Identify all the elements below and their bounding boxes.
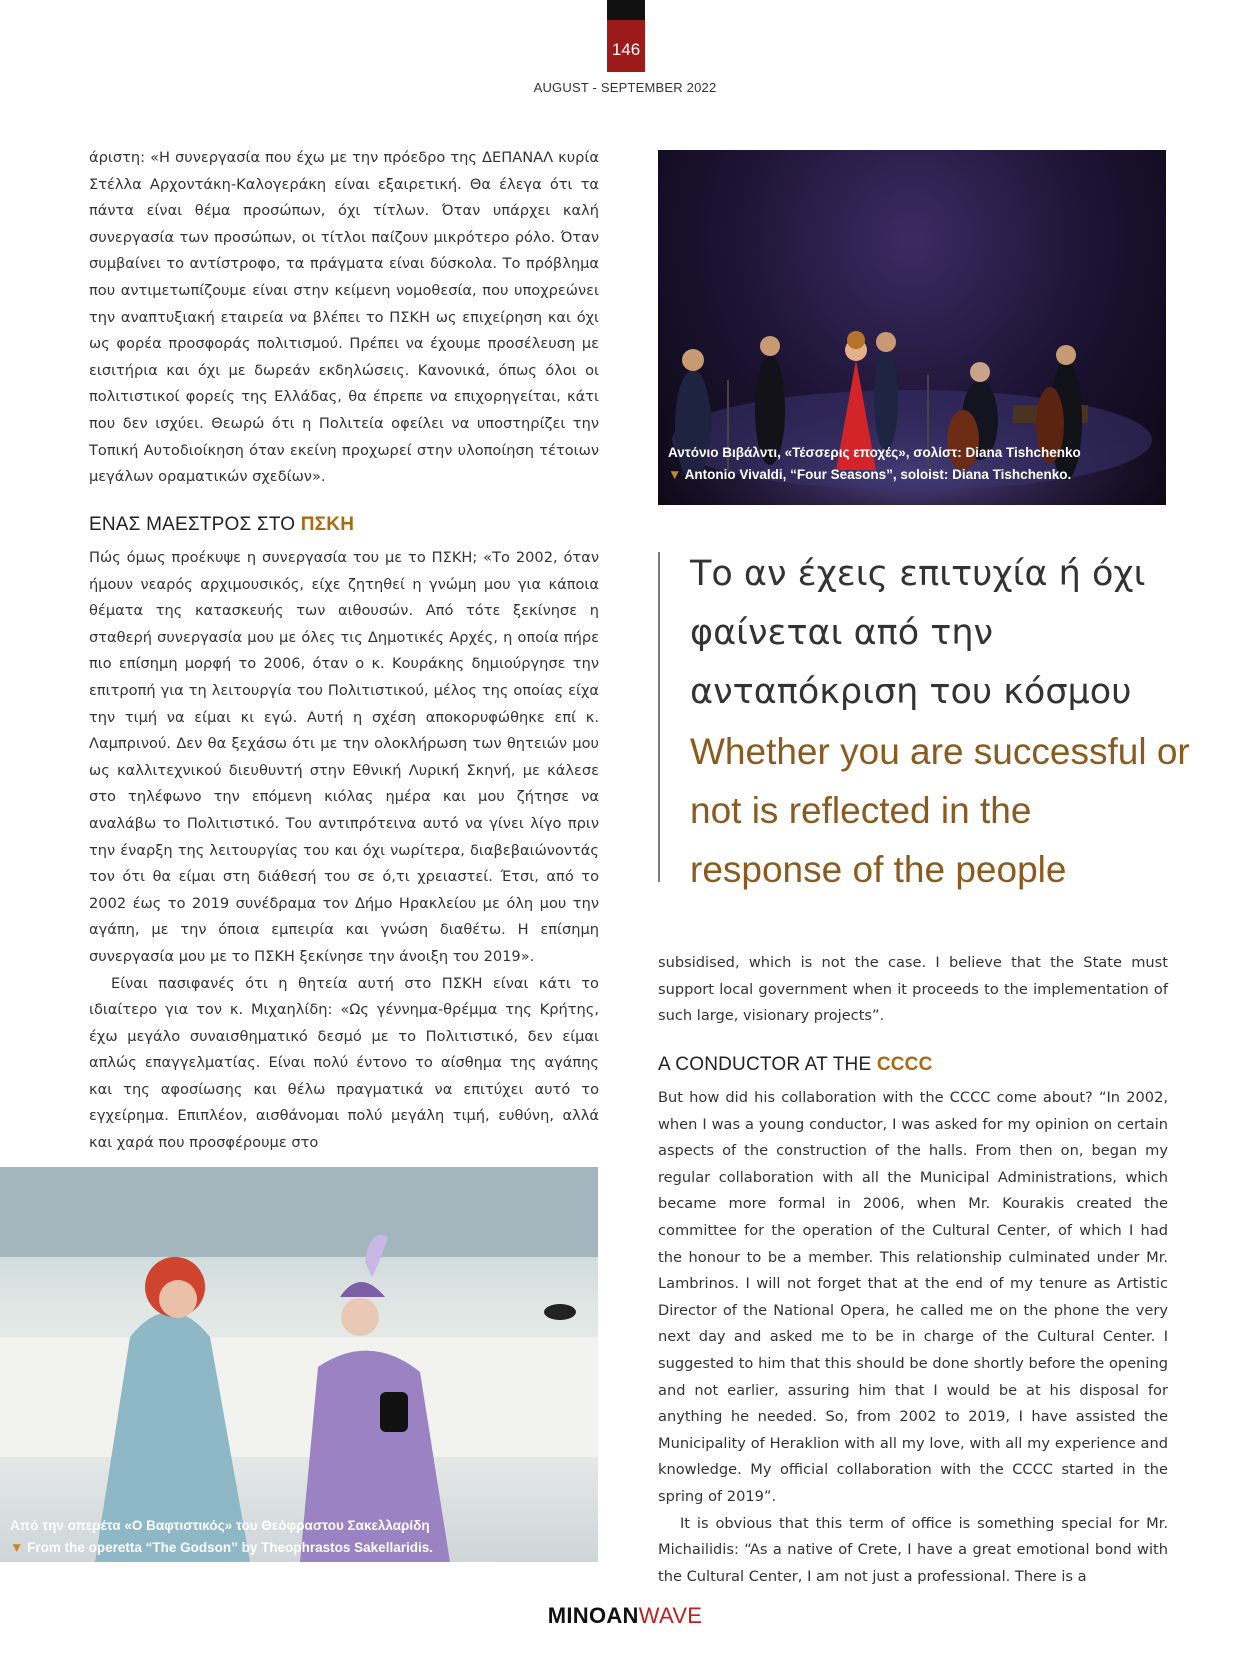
concert-caption-english-line bbox=[668, 464, 1081, 486]
tab-top-band bbox=[607, 0, 645, 20]
left-section-heading bbox=[89, 514, 354, 536]
right-section-paragraph-2: It is obvious that this term of office is something special for Mr. Michailidis: “As a native of Crete, I have a great emotional bond with the Cultural Center, I am not just a professional. There is a bbox=[658, 1514, 1168, 1585]
concert-caption-greek: Αντόνιο Βιβάλντι, «Τέσσερις εποχές», σολίστ: Diana Tishchenko bbox=[668, 445, 1081, 460]
right-section-heading bbox=[658, 1054, 933, 1076]
pull-quote-english: Whether you are successful or not is reflected in the response of the people bbox=[690, 731, 1190, 890]
left-text-section bbox=[89, 545, 599, 1157]
left-heading-text: ΕΝΑΣ ΜΑΕΣΤΡΟΣ ΣΤΟ bbox=[89, 514, 301, 535]
right-text-top bbox=[658, 950, 1168, 1030]
page-number: 146 bbox=[611, 40, 641, 59]
pull-quote-greek: Το αν έχεις επιτυχία ή όχι φαίνεται από την ανταπόκριση του κόσμου bbox=[690, 554, 1146, 712]
left-heading-highlight: ΠΣΚΗ bbox=[300, 514, 355, 535]
triangle-marker-icon: ▼ bbox=[10, 1540, 24, 1555]
quote-bar bbox=[658, 552, 660, 882]
left-intro-paragraph: άριστη: «Η συνεργασία που έχω με την πρόεδρο της ΔΕΠΑΝΑΛ κυρία Στέλλα Αρχοντάκη-Καλογεράκη είναι εξαιρετική. Θα έλεγα ότι τα πάντα είναι θέμα προσώπων, όχι τίτλων. Όταν υπάρχει καλή συνεργασία των προσώπων, οι τίτλοι παίζουν μικρότερο ρόλο. Όταν συμβαίνει το αντίστροφο, τα πράγματα είναι δύσκολα. Το πρόβλημα που αντιμετωπίζουμε είναι στην κείμενη νομοθεσία, που υποχρεώνει την αναπτυξιακή εταιρεία να βλέπει το ΠΣΚΗ ως επιχείρηση και όχι ως φορέα προσφοράς πολιτισμού. Πρέπει να έχουμε προσέλευση με εισιτήρια και όχι με δωρεάν εκδηλώσεις. Κανονικά, όπως όλοι οι πολιτιστικοί φορείς της Ελλάδας, θα έπρεπε να επιχορηγείται, κάτι που δεν ισχύει. Θεωρώ ότι η Πολιτεία οφείλει να υποστηρίζει την Τοπική Αυτοδιοίκηση όταν εκείνη προχωρεί στην υλοποίηση τέτοιων μεγάλων οραματικών σχεδίων». bbox=[89, 149, 599, 486]
left-section-paragraph-2: Είναι πασιφανές ότι η θητεία αυτή στο ΠΣΚΗ είναι κάτι το ιδιαίτερο για τον κ. Μιχαηλίδη: «Ως γέννημα-θρέμμα της Κρήτης, έχω μεγάλο συναισθηματικό δεσμό με το Πολιτιστικό, δεν είμαι απλώς επαγγελματίας. Είναι πολύ έντονο το αίσθημα της αγάπης και της αφοσίωσης και θέλω πραγματικά να επιτύχει αυτό το εγχείρημα. Επιπλέον, αισθάνομαι πολύ μεγάλη τιμή, ευθύνη, αλλά και χαρά που προσφέρουμε στο bbox=[89, 974, 599, 1152]
right-text-section bbox=[658, 1085, 1168, 1590]
left-section-paragraph-1: Πώς όμως προέκυψε η συνεργασία του με το ΠΣΚΗ; «Το 2002, όταν ήμουν νεαρός αρχιμουσικός, είχε ζητηθεί η γνώμη μου για κάποια θέματα της κατασκευής των αιθουσών. Από τότε ξεκίνησε η σταθερή συνεργασία μου με όλες τις Δημοτικές Αρχές, η οποία πήρε πιο επίσημη μορφή το 2006, όταν ο κ. Κουράκης δημιούργησε την επιτροπή για τη λειτουργία του Πολιτιστικού, μέλος της οποίας είχα την τιμή να είμαι κι εγώ. Αυτή η σχέση αποκορυφώθηκε επί κ. Λαμπρινού. Δεν θα ξεχάσω ότι με την ολοκλήρωση των θητειών μου ως καλλιτεχνικού διευθυντή στην Εθνική Λυρική Σκηνή, με κάλεσε στο τηλέφωνο την επόμενη κιόλας ημέρα και μου ζήτησε να αναλάβω το Πολιτιστικό. Του αντιπρότεινα αυτό να γίνει λίγο πριν την έναρξη της λειτουργίας του και όχι νωρίτερα, διαβεβαιώνοντάς τον ότι θα είμαι στη διάθεσή του σε ό,τι χρειαστεί. Έτσι, από το 2002 έως το 2019 συνέδραμα τον Δήμο Ηρακλείου με όλη μου την αγάπη, με την όποια εμπειρία και γνώση διαθέτω. Η επίσημη συνεργασία μου με το ΠΣΚΗ ξεκίνησε την άνοιξη του 2019». bbox=[89, 549, 599, 965]
concert-caption-english: Antonio Vivaldi, “Four Seasons”, soloist: Diana Tishchenko. bbox=[684, 467, 1072, 482]
concert-caption bbox=[668, 442, 1081, 486]
operetta-caption-greek: Από την οπερέτα «Ο Βαφτιστικός» του Θεόφραστου Σακελλαρίδη bbox=[10, 1518, 430, 1533]
operetta-caption bbox=[10, 1515, 433, 1559]
footer-brand-light: WAVE bbox=[638, 1603, 703, 1628]
left-text-top bbox=[89, 145, 599, 491]
footer-brand-bold: MINOAN bbox=[547, 1603, 639, 1628]
triangle-marker-icon: ▼ bbox=[668, 467, 682, 482]
concert-photo bbox=[658, 150, 1166, 505]
page-number-tab bbox=[607, 0, 645, 72]
right-heading-text: A CONDUCTOR AT THE bbox=[658, 1054, 877, 1075]
right-heading-highlight: CCCC bbox=[876, 1054, 933, 1075]
operetta-caption-english: From the operetta “The Godson” by Theophrastos Sakellaridis. bbox=[27, 1540, 433, 1555]
operetta-illustration bbox=[0, 1167, 598, 1562]
footer-logo bbox=[540, 1603, 710, 1629]
operetta-photo bbox=[0, 1167, 598, 1562]
issue-date: AUGUST - SEPTEMBER 2022 bbox=[533, 80, 717, 95]
operetta-caption-english-line bbox=[10, 1537, 433, 1559]
right-section-paragraph-1: But how did his collaboration with the CCCC come about? “In 2002, when I was a young conductor, I was asked for my opinion on certain aspects of the construction of the halls. From then on, began my regular collaboration with all the Municipal Administrations, which became more formal in 2006, when Mr. Kourakis created the committee for the operation of the Cultural Center, of which I had the honour to be a member. This relationship culminated under Mr. Lambrinos. I will not forget that at the end of my tenure as Artistic Director of the National Opera, he called me on the phone the very next day and asked me to be in charge of the Cultural Center. I suggested to him that this should be done shortly before the opening and not earlier, assuring him that I would be at his disposal for anything he needed. So, from 2002 to 2019, I have assisted the Municipality of Heraklion with all my love, with all my experience and knowledge. My official collaboration with the CCCC started in the spring of 2019”. bbox=[658, 1089, 1168, 1505]
right-intro-paragraph: subsidised, which is not the case. I believe that the State must support local government when it proceeds to the implementation of such large, visionary projects”. bbox=[658, 954, 1168, 1025]
